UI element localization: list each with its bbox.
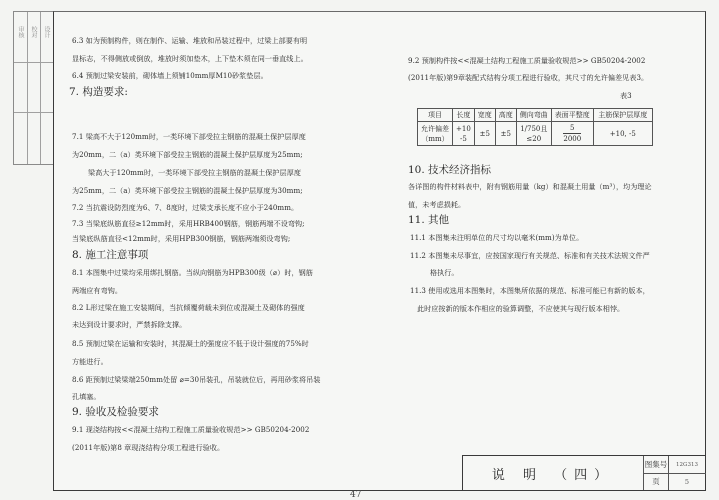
title-block [462,455,705,490]
fraction-denominator: 2000 [563,135,582,143]
para-6-4: 6.4 预制过梁安装前，砌体墙上须铺10mm厚M10砂浆垫层。 [72,71,268,80]
table-header: 项目 [418,109,453,122]
cell-line: 允许偏差 [421,124,449,133]
table-header: 宽度 [474,109,495,122]
para-8-2-b: 未达到设计要求时，严禁拆除支撑。 [72,320,187,329]
para-6-3-cont: 显标志，不得侧放或倒放，堆放时须加垫木，上下垫木须在同一垂直线上。 [72,54,308,63]
para-6-3: 6.3 如为预制构件，则在制作、运输、堆放和吊装过程中，过梁上部要有明 [72,36,308,45]
fraction [563,123,581,144]
para-7-1-c: 梁高大于120mm时，一类环境下部受拉主钢筋的混凝土保护层厚度 [88,168,301,177]
atlas-number-value: 12G313 [676,461,698,468]
table-caption: 表3 [620,91,632,100]
table-cell-height: ±5 [495,122,516,146]
strip-label: 审核 [17,26,24,38]
cell-line: -5 [459,134,467,143]
atlas-number-label: 图集号 [644,460,668,469]
table-cell-width: ±5 [474,122,495,146]
table-cell-length [453,122,475,146]
para-8-2: 8.2 L形过梁在施工安装期间，当抗倾覆荷载未到位或混凝土及砌体的强度 [72,303,305,312]
table-header: 高度 [495,109,516,122]
para-9-2-b: (2011年版)第9章装配式结构分项工程进行验收，其尺寸的允许偏差见表3。 [408,73,649,82]
para-7-3-b: 当梁底纵筋直径<12mm时，采用HPB300钢筋，钢筋两端须设弯钩; [72,234,291,243]
heading-9: 9. 验收及检验要求 [72,406,159,418]
para-7-3: 7.3 当梁底纵筋直径≥12mm时，采用HRB400钢筋，钢筋两端不设弯钩; [72,219,305,228]
para-7-1-d: 为25mm，二（a）类环境下部受拉主钢筋的混凝土保护层厚度为30mm; [72,186,303,195]
para-9-2: 9.2 预制构件按<<混凝土结构工程施工质量验收规范>> GB50204-2002 [408,56,646,65]
strip-divider [14,112,54,113]
para-7-2: 7.2 当抗震设防烈度为6、7、8度时，过梁支承长度不应小于240mm。 [72,203,299,212]
table-cell-bend [516,122,551,146]
cell-line: ≤20 [526,134,542,143]
para-9-1-b: (2011年版)第8 章现浇结构分项工程进行验收。 [72,443,225,452]
para-8-6: 8.6 距预制过梁梁端250mm处留 ⌀=30吊装孔，吊装就位后，再用砂浆将吊装 [72,375,321,384]
table-cell-item [418,122,453,146]
para-11-2: 11.2 本图集未尽事宜，应按国家现行有关规范、标准和有关技术法规文件严 [410,251,650,260]
page-number: 47 [350,490,362,500]
cell-line: （mm） [421,134,449,143]
para-8-1-b: 两端应有弯钩。 [72,286,123,295]
para-7-1: 7.1 梁高不大于120mm时，一类环境下部受拉主钢筋的混凝土保护层厚度 [72,132,306,141]
sheet-title: 说 明 （四） [491,467,615,483]
para-8-5-b: 方能进行。 [72,357,108,366]
page-label: 页 [652,477,660,486]
para-11-3-b: 此时应按新的版本作相应的验算调整，不应使其与现行版本相悖。 [417,304,625,313]
table-header: 长度 [453,109,475,122]
heading-7: 7. 构造要求: [69,86,128,98]
heading-10: 10. 技术经济指标 [408,164,492,176]
para-10-b: 值，未考虑损耗。 [408,200,466,209]
para-10: 各详图的构件材料表中，附有钢筋用量（kg）和混凝土用量（m³），均为理论 [408,182,652,191]
para-11-3: 11.3 使用或选用本图集时，本图集所依据的规范、标准可能已有新的版本， [410,286,650,295]
signature-strip [13,11,54,165]
cell-line: 1/750且 [520,124,548,133]
strip-label: 设计 [43,26,50,38]
heading-8: 8. 施工注意事项 [72,249,149,261]
para-7-1-b: 为20mm，二（a）类环境下部受拉主钢筋的混凝土保护层厚度为25mm; [72,150,303,159]
para-11-2-b: 格执行。 [430,268,459,277]
table-cell-cover: +10, -5 [593,122,652,146]
table-header-row [418,109,653,122]
heading-11: 11. 其他 [408,214,450,226]
para-8-1: 8.1 本图集中过梁均采用绑扎钢筋。当纵向钢筋为HPB300级（⌀）时，钢筋 [72,268,313,277]
para-8-6-b: 孔填塞。 [72,392,101,401]
strip-label: 校对 [30,26,37,38]
fraction-numerator: 5 [563,123,581,134]
para-8-5: 8.5 预制过梁在运输和安装时，其混凝土的强度应不低于设计强度的75%时 [72,339,309,348]
table-cell-flatness [551,122,593,146]
title-block-grid [643,456,706,490]
cell-line: +10 [456,124,471,133]
table-row [418,122,653,146]
table-header: 表面平整度 [551,109,593,122]
tolerance-table [417,108,653,146]
para-11-1: 11.1 本图集未注明单位的尺寸均以毫米(mm)为单位。 [410,233,584,242]
strip-divider [14,62,54,63]
para-9-1: 9.1 现浇结构按<<混凝土结构工程施工质量验收规范>> GB50204-2002 [72,425,310,434]
table-header: 侧向弯曲 [516,109,551,122]
page-value: 5 [684,477,690,486]
table-header: 主筋保护层厚度 [593,109,652,122]
